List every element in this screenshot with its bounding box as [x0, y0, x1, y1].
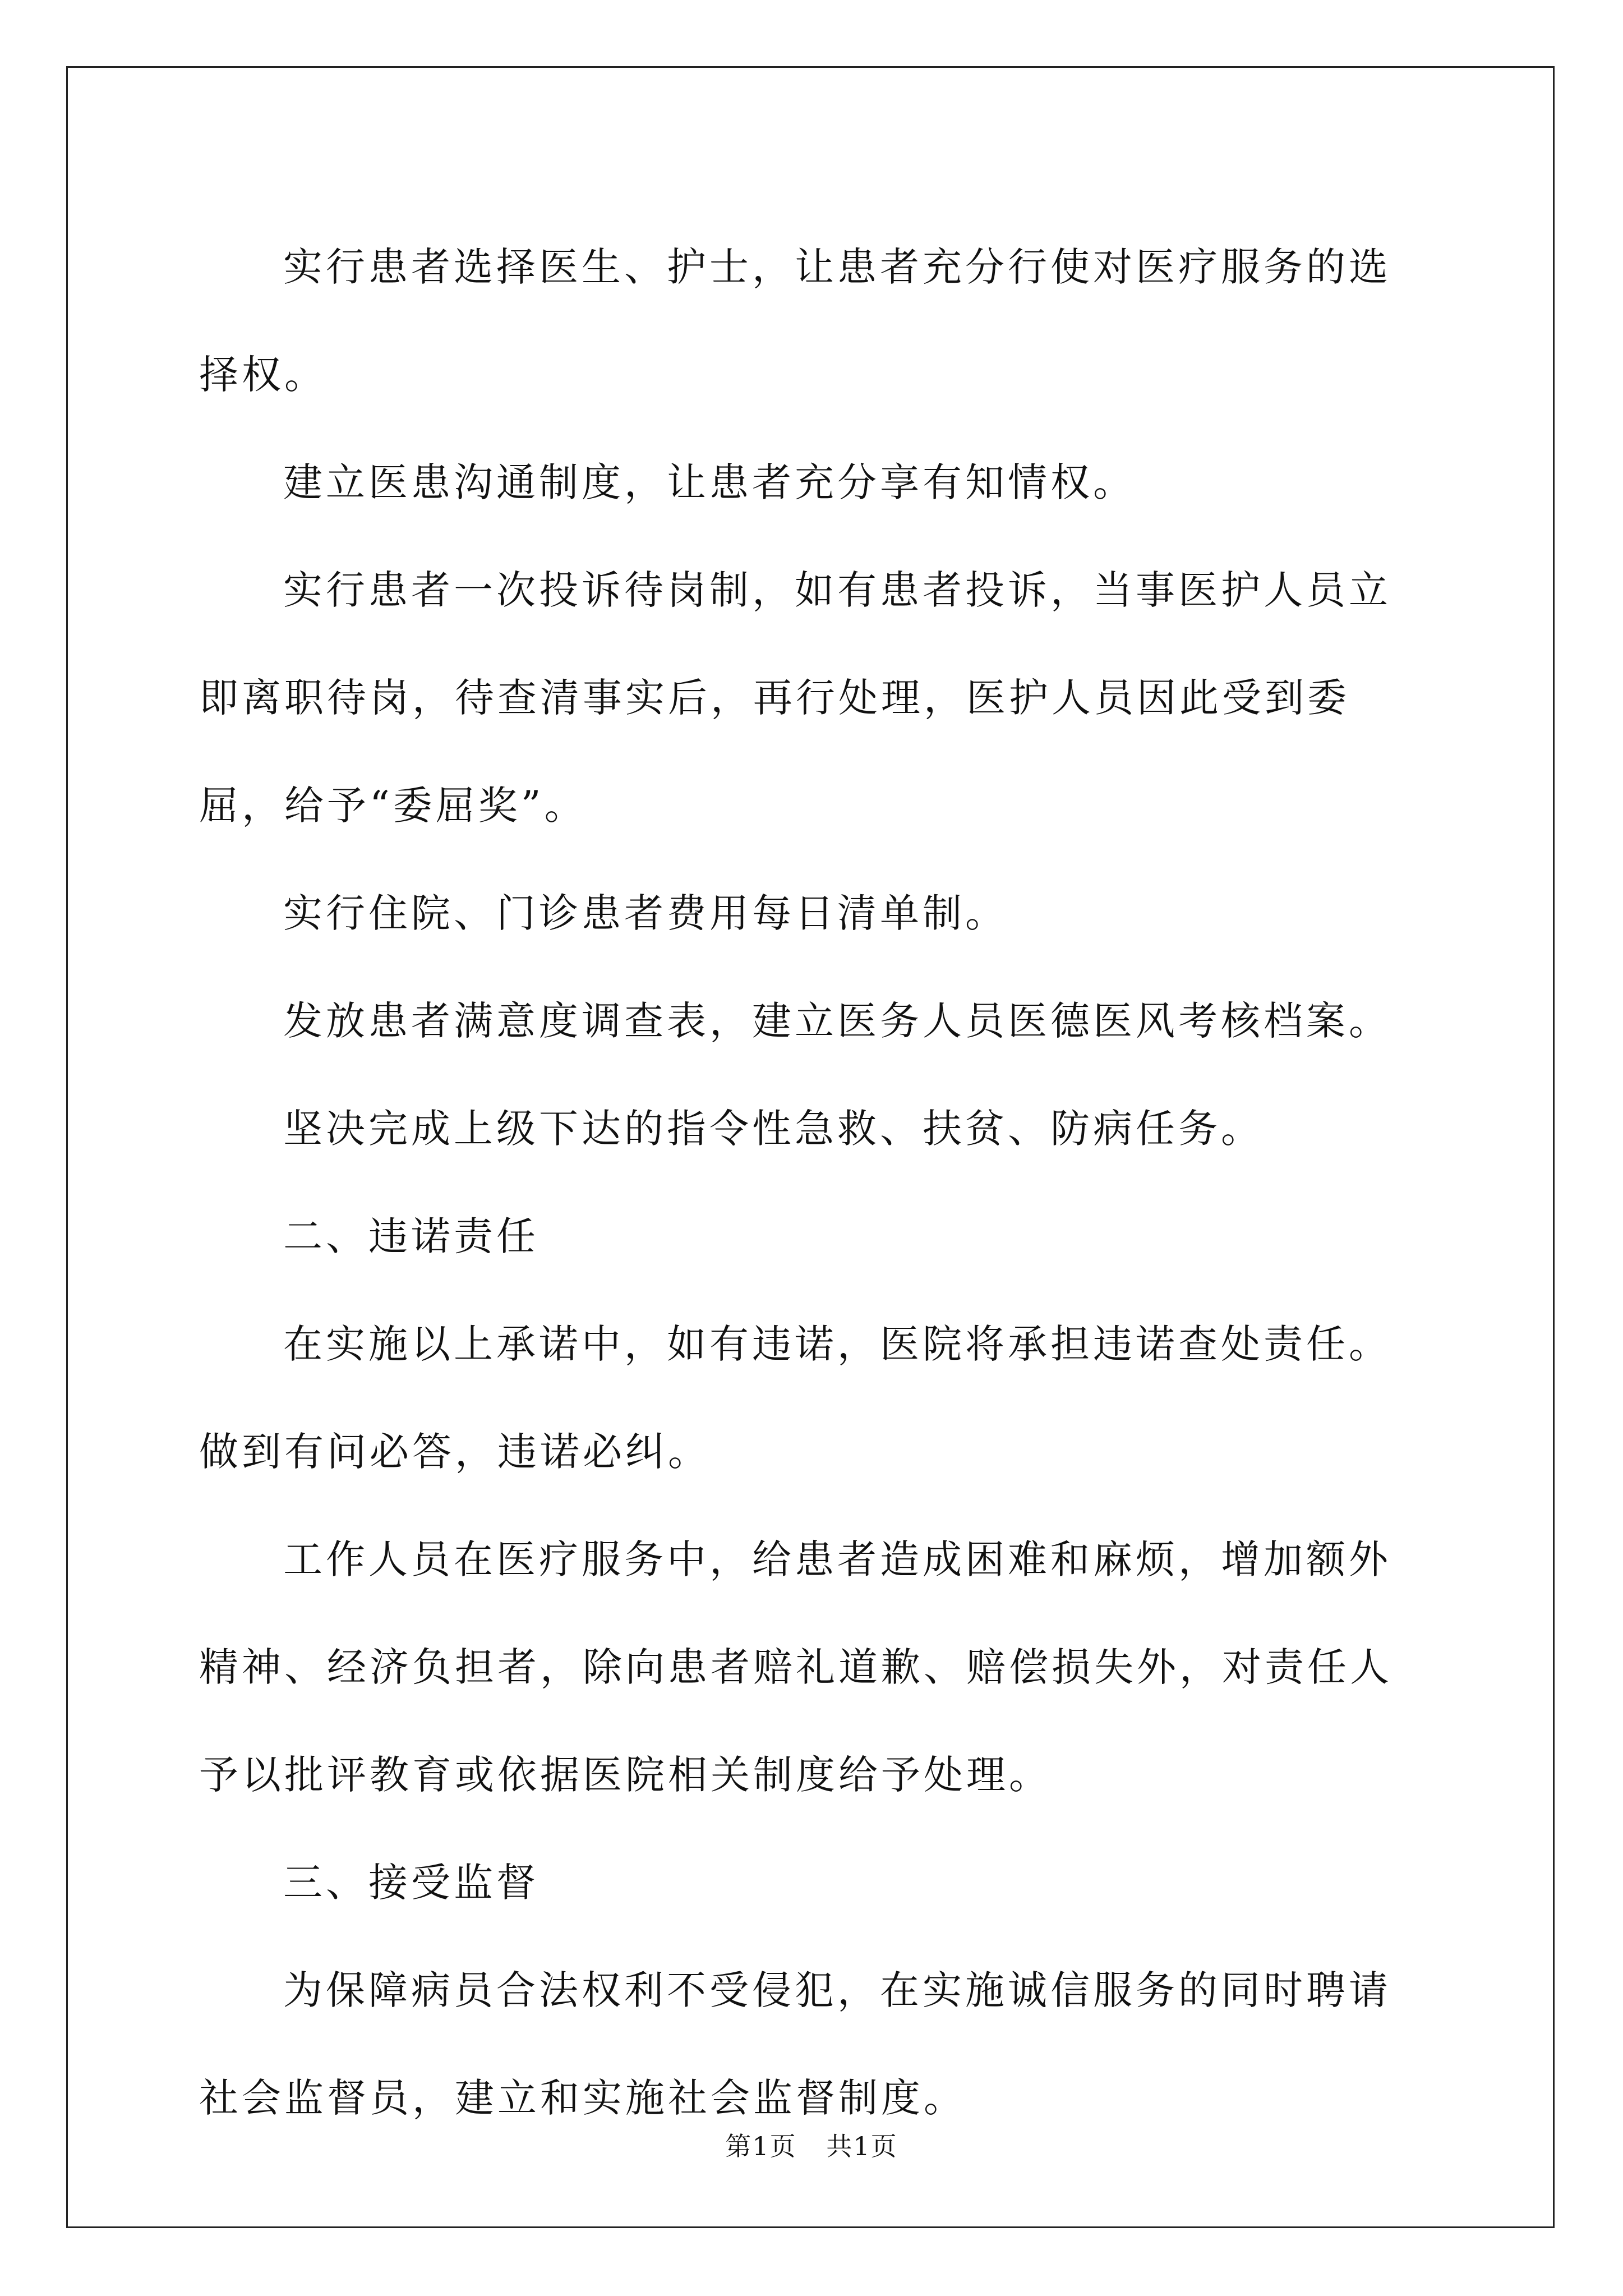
paragraph-communication: 建立医患沟通制度，让患者充分享有知情权。 — [283, 459, 1136, 505]
page-footer — [0, 2126, 1623, 2163]
section-heading-supervision: 三、接受监督 — [283, 1860, 539, 1906]
paragraph-daily-bill: 实行住院、门诊患者费用每日清单制。 — [283, 890, 1008, 936]
section-heading-breach: 二、违诺责任 — [283, 1213, 539, 1259]
page-number-total: 共1页 — [826, 2131, 898, 2161]
paragraph-survey: 发放患者满意度调查表，建立医务人员医德医风考核档案。 — [283, 998, 1391, 1044]
page-number-current: 第1页 — [725, 2131, 797, 2161]
paragraph-patient-choice: 实行患者选择医生、护士，让患者充分行使对医疗服务的选择权。 — [199, 244, 1391, 398]
paragraph-breach-liability: 在实施以上承诺中，如有违诺，医院将承担违诺查处责任。做到有问必答，违诺必纠。 — [199, 1321, 1391, 1475]
paragraph-social-supervision: 为保障病员合法权利不受侵犯，在实施诚信服务的同时聘请社会监督员，建立和实施社会监督制度。 — [199, 1967, 1391, 2121]
paragraph-tasks: 坚决完成上级下达的指令性急救、扶贫、防病任务。 — [283, 1106, 1264, 1152]
document-body — [199, 213, 1433, 2152]
paragraph-complaint-policy: 实行患者一次投诉待岗制，如有患者投诉，当事医护人员立即离职待岗，待查清事实后，再行处理，医护人员因此受到委屈，给予“委屈奖”。 — [199, 567, 1391, 829]
paragraph-staff-accountability: 工作人员在医疗服务中，给患者造成困难和麻烦，增加额外精神、经济负担者，除向患者赔礼道歉、赔偿损失外，对责任人予以批评教育或依据医院相关制度给予处理。 — [199, 1536, 1393, 1798]
